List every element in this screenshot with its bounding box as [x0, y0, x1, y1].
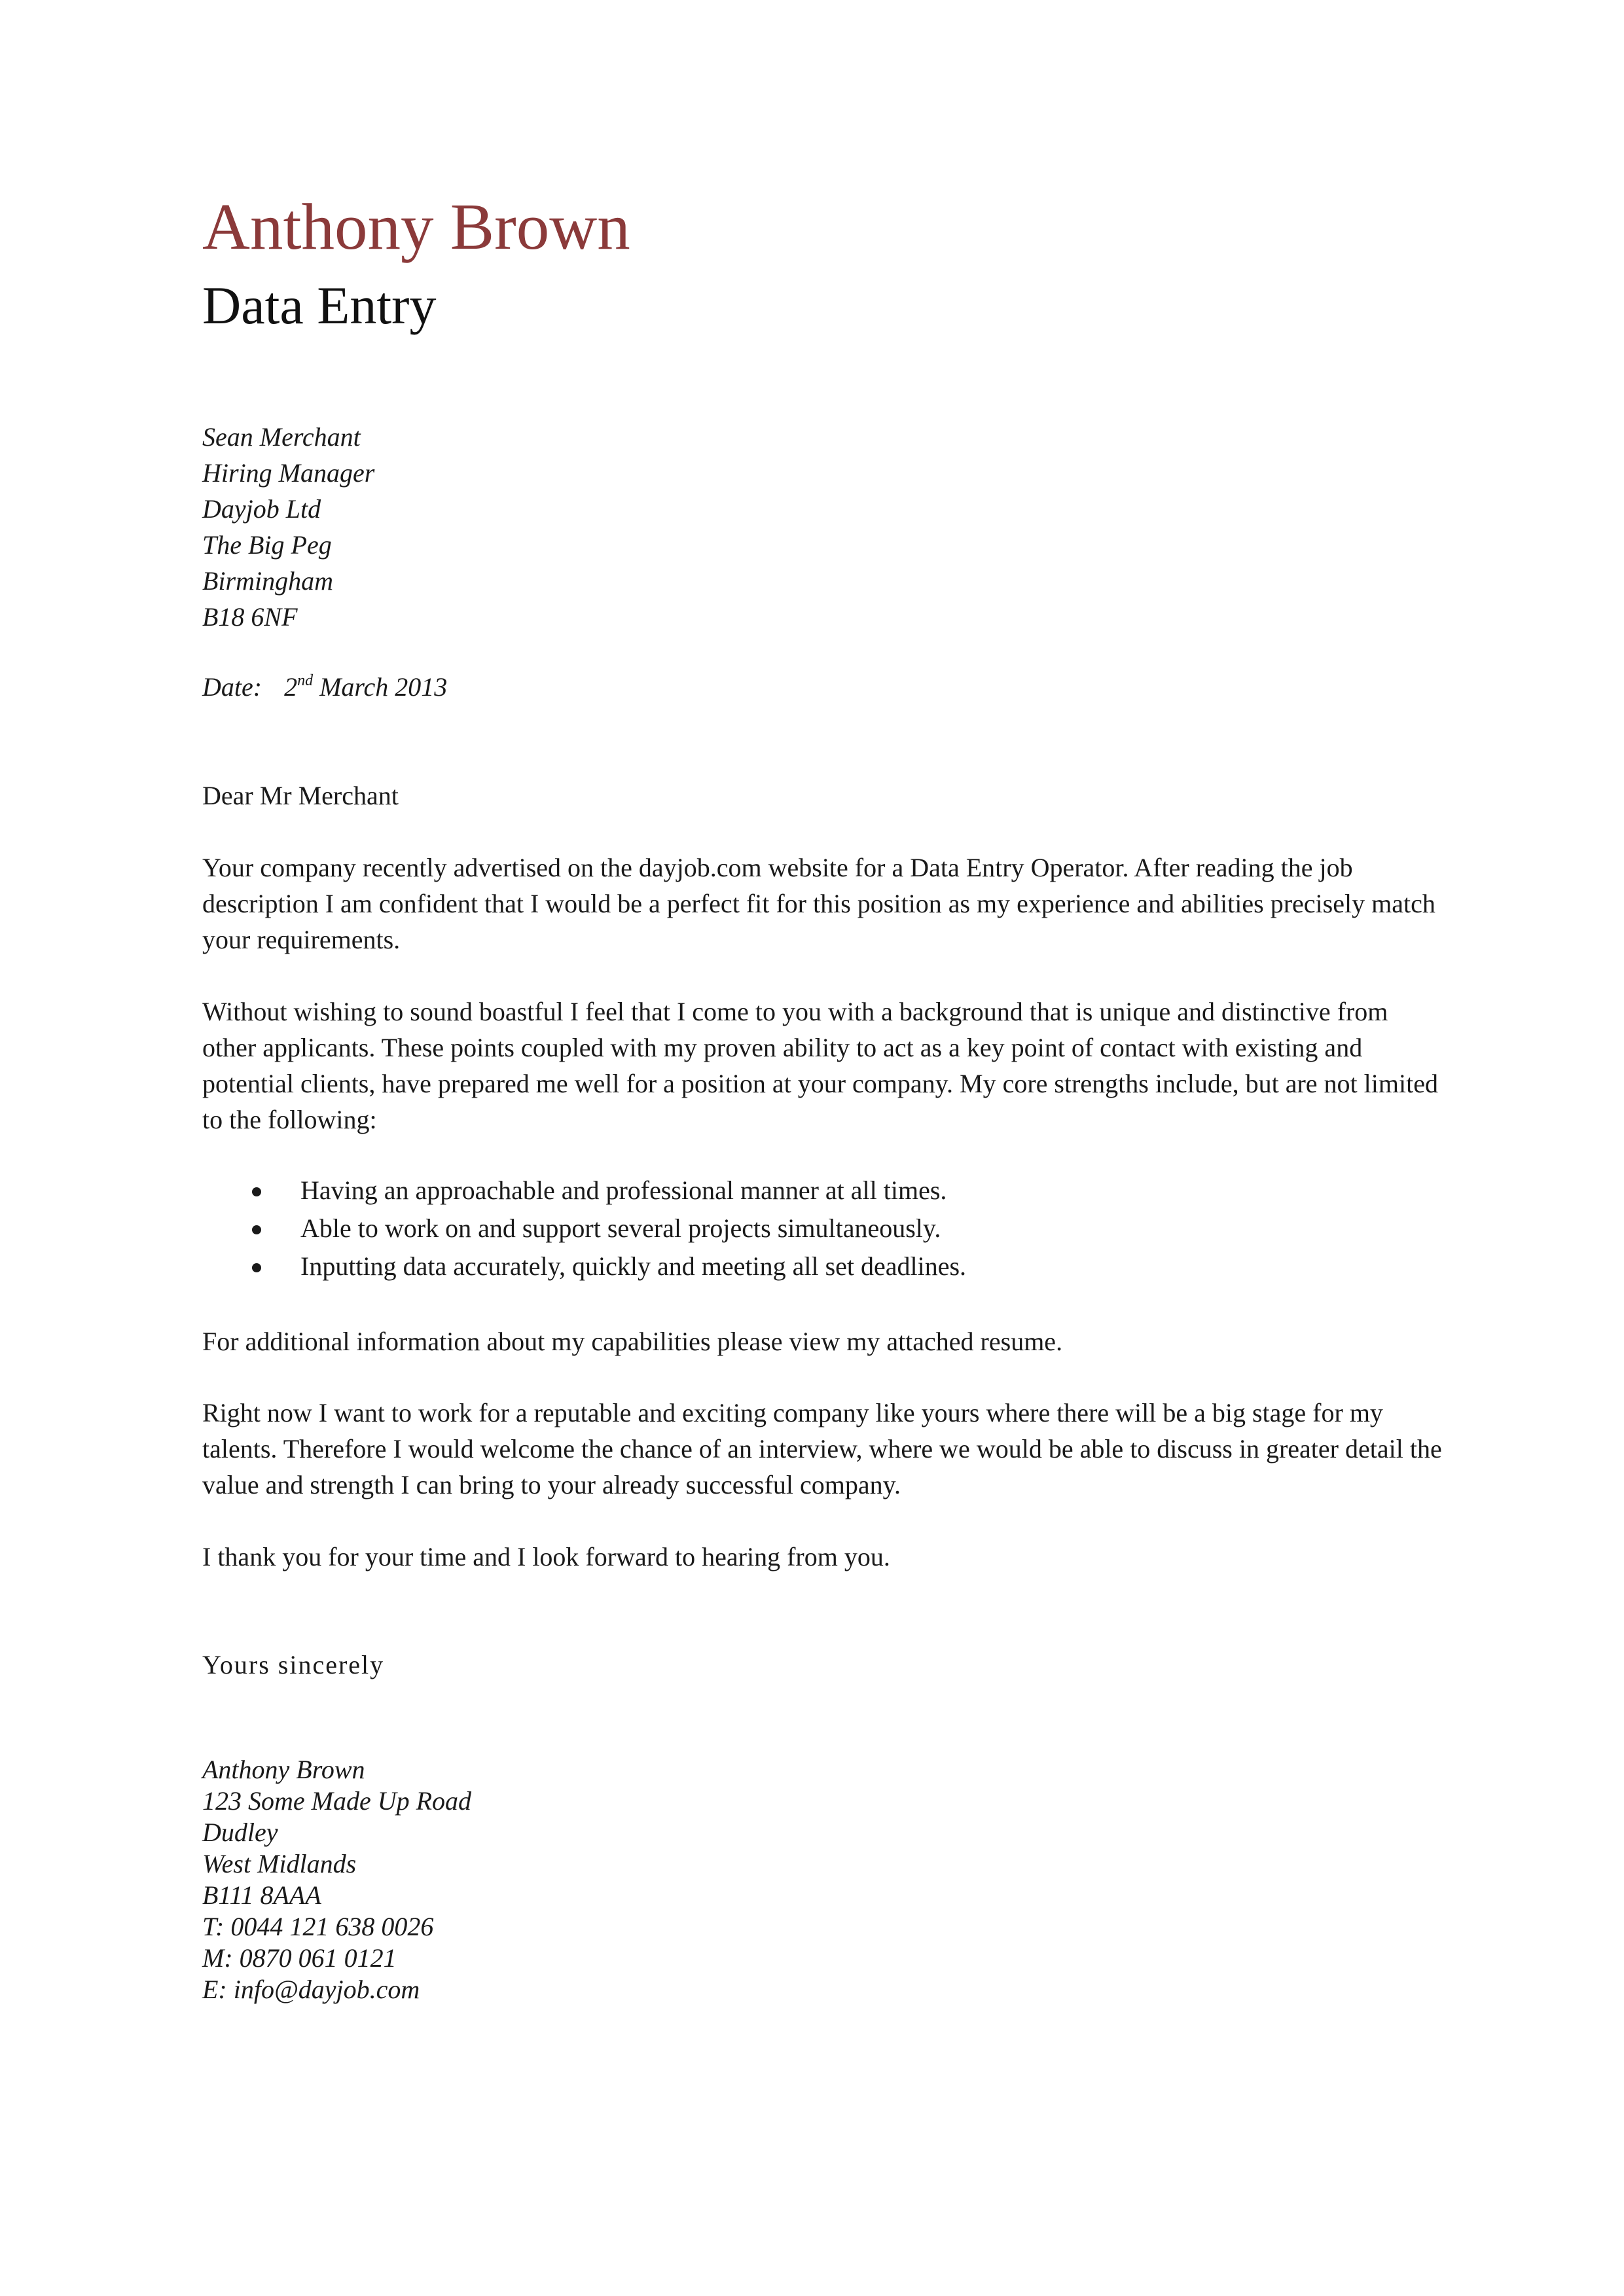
recipient-city: Birmingham — [202, 566, 333, 596]
sender-name-heading: Anthony Brown — [202, 190, 630, 263]
sender-street: 123 Some Made Up Road — [202, 1786, 472, 1816]
sender-mobile: M: 0870 061 0121 — [202, 1943, 397, 1973]
date-label: Date: — [202, 672, 262, 702]
recipient-title: Hiring Manager — [202, 458, 375, 488]
list-item — [202, 1172, 1446, 1210]
body-paragraph-4: Right now I want to work for a reputable and exciting company like yours where there will be a big stage for my talents. Therefore I would welcome the chance of an interview, where we would be able to discuss in greater detail the value and strength I can bring to your already successful company. — [202, 1398, 1442, 1499]
recipient-name: Sean Merchant — [202, 422, 361, 452]
sender-town: Dudley — [202, 1818, 278, 1847]
sender-telephone: T: 0044 121 638 0026 — [202, 1912, 434, 1941]
job-title-heading: Data Entry — [202, 276, 437, 335]
bullet-dot-icon — [252, 1263, 261, 1272]
recipient-address-block — [202, 419, 374, 635]
date-day: 2 — [284, 672, 298, 702]
list-item-text: Inputting data accurately, quickly and meeting all set deadlines. — [300, 1251, 967, 1281]
salutation: Dear Mr Merchant — [202, 781, 399, 810]
recipient-street: The Big Peg — [202, 530, 332, 560]
sender-email: E: info@dayjob.com — [202, 1975, 420, 2004]
recipient-postcode: B18 6NF — [202, 602, 298, 632]
sender-signature-block — [202, 1754, 471, 2005]
list-item — [202, 1247, 1446, 1285]
body-paragraph-2: Without wishing to sound boastful I feel that I come to you with a background that is unique and distinctive from other applicants. These points coupled with my proven ability to act as a key point of contact with existing and potential clients, have prepared me well for a position at your company. My core strengths include, but are not limited to the following: — [202, 997, 1438, 1134]
closing-phrase: Yours sincerely — [202, 1650, 385, 1679]
list-item-text: Having an approachable and professional manner at all times. — [300, 1175, 947, 1205]
bullet-dot-icon — [252, 1225, 261, 1234]
sender-postcode: B111 8AAA — [202, 1880, 321, 1910]
body-paragraph-1: Your company recently advertised on the dayjob.com website for a Data Entry Operator. After reading the job description I am confident that I would be a perfect fit for this position as my experience and abilities precisely match your requirements. — [202, 853, 1435, 954]
recipient-company: Dayjob Ltd — [202, 494, 321, 524]
strengths-list — [202, 1172, 1446, 1285]
bullet-dot-icon — [252, 1187, 261, 1196]
list-item-text: Able to work on and support several projects simultaneously. — [300, 1213, 941, 1243]
body-paragraph-3: For additional information about my capabilities please view my attached resume. — [202, 1327, 1063, 1356]
list-item — [202, 1210, 1446, 1247]
letter-date — [202, 669, 447, 705]
body-paragraph-5: I thank you for your time and I look forward to hearing from you. — [202, 1542, 890, 1571]
sender-county: West Midlands — [202, 1849, 357, 1878]
date-month-year: March 2013 — [313, 672, 448, 702]
sender-name: Anthony Brown — [202, 1755, 365, 1784]
date-day-suffix: nd — [297, 672, 314, 689]
